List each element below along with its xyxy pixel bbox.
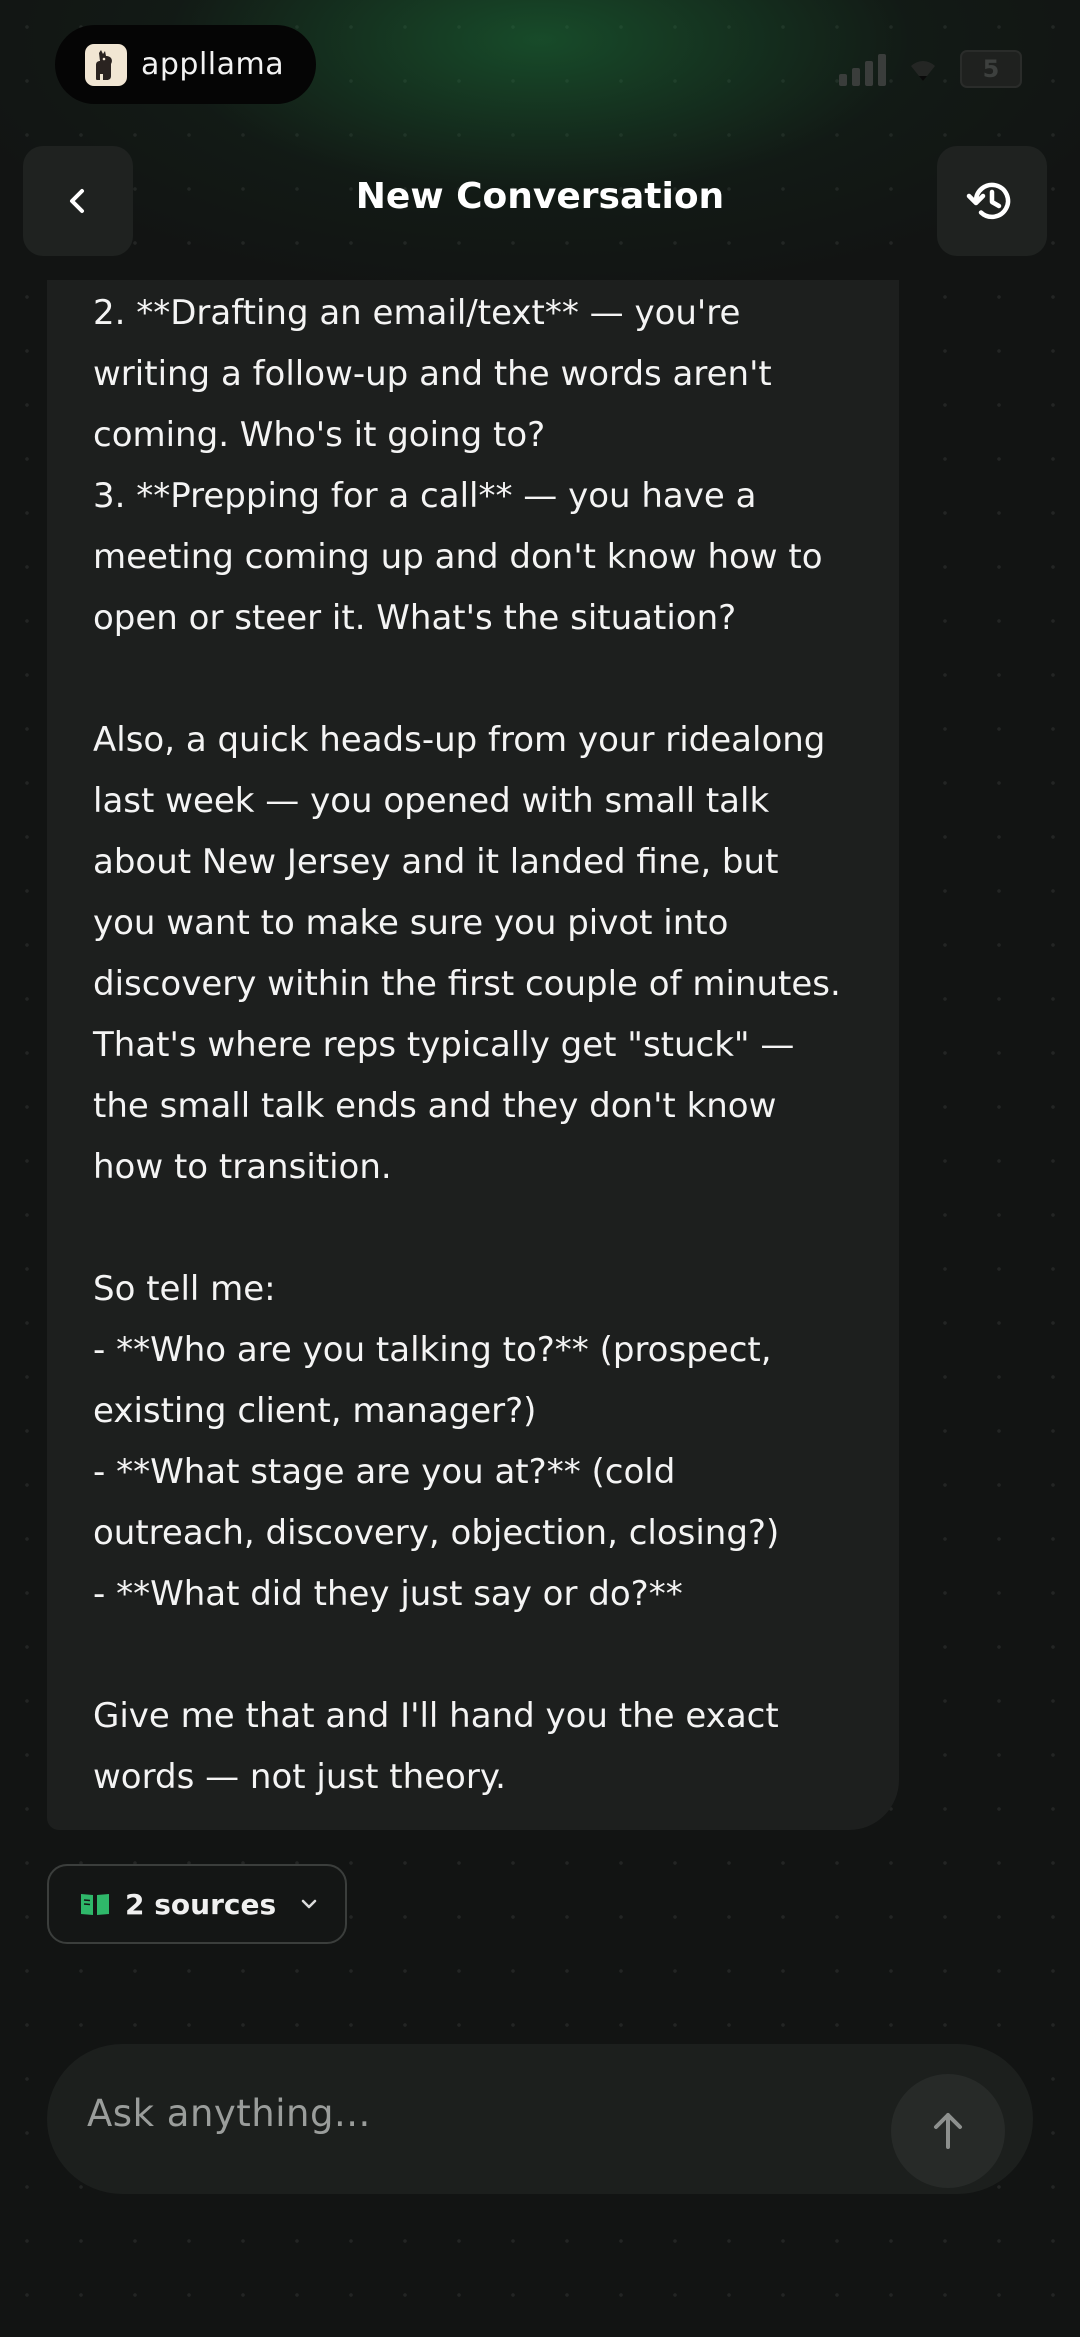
sources-toggle[interactable] bbox=[47, 1864, 347, 1944]
history-button[interactable] bbox=[937, 146, 1047, 256]
wifi-icon bbox=[908, 54, 938, 84]
app-badge bbox=[55, 25, 316, 104]
book-icon bbox=[79, 1891, 111, 1917]
message-composer[interactable] bbox=[47, 2044, 1033, 2194]
signal-icon bbox=[839, 52, 886, 86]
message-input[interactable]: Ask anything... bbox=[87, 2092, 371, 2135]
arrow-up-icon bbox=[928, 2109, 968, 2153]
status-icons bbox=[839, 50, 1022, 88]
send-button[interactable] bbox=[891, 2074, 1005, 2188]
llama-logo-icon bbox=[85, 44, 127, 86]
app-name: appllama bbox=[141, 47, 285, 82]
chevron-down-icon bbox=[298, 1893, 320, 1915]
assistant-message-text: 2. **Drafting an email/text** — you're writing a follow-up and the words aren't coming. Who's it going to? 3. **Prepping for a call** — you have a meeting coming up and don't know how to open or steer it. What's the situation? Also, a quick heads-up from your ridealong last week — you opened with small talk about New Jersey and it landed fine, but you want to make sure you pivot into discovery within the first couple of minutes. That's where reps typically get "stuck" — the small talk ends and they don't know how to transition. So tell me: - **Who are you talking to?** (prospect, existing client, manager?) - **What stage are you at?** (cold outreach, discovery, objection, closing?) - **What did they just say or do?** Give me that and I'll hand you the exact words — not just theory. bbox=[93, 293, 841, 1797]
battery-level: 5 bbox=[982, 55, 1000, 83]
sources-label: 2 sources bbox=[125, 1887, 277, 1921]
history-icon bbox=[965, 174, 1019, 228]
page-title: New Conversation bbox=[355, 176, 725, 217]
battery-indicator bbox=[960, 50, 1022, 88]
